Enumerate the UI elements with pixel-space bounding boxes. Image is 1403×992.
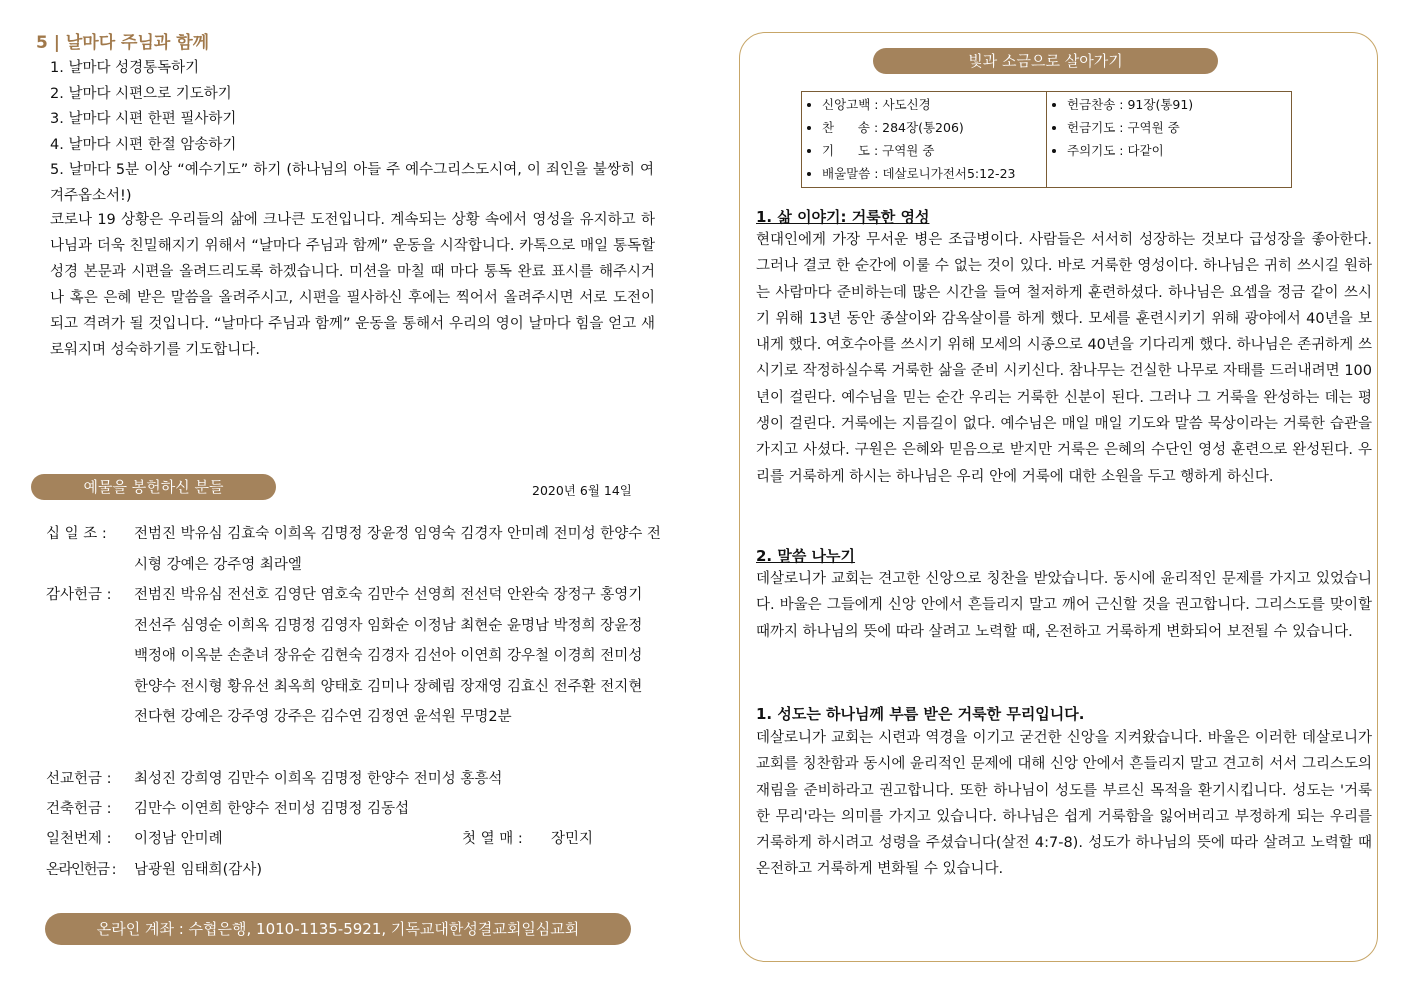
worship-info-right — [1047, 92, 1292, 188]
list-item: 5. 날마다 5분 이상 “예수기도” 하기 (하나님의 아들 주 예수그리스도시여, 이 죄인을 불쌍히 여겨주옵소서!) — [50, 162, 654, 204]
donor-label: 온라인헌금 : — [46, 862, 116, 878]
donor-names: 전범진 박유심 전선호 김영단 염호숙 김만수 선영희 전선덕 안완숙 장정구 홍영기 전선주 심영순 이희옥 김명정 김영자 임화순 이정남 최현순 윤명남 박정희 장윤정 백정애 이옥분 손춘녀 장유순 김현숙 김경자 김선아 이연희 강우철 이경희 전미성 한양수 전시형 황유선 최옥희 양태호 김미나 장혜림 장재영 김효신 전주환 전지현 전다현 강예은 강주영 강주은 김수연 김정연 윤석원 무명2분 — [134, 587, 643, 725]
list-item: • 헌금찬송 : 91장(통91) — [1067, 93, 1285, 116]
donor-names: 전범진 박유심 김효숙 이희옥 김명정 장윤정 임영숙 김경자 안미례 전미성 한양수 전시형 강예은 강주영 최라엘 — [134, 526, 661, 573]
section-heading-life-story: 1. 삶 이야기: 거룩한 영성 — [756, 208, 930, 226]
offering-date: 2020년 6월 14일 — [532, 483, 632, 498]
account-banner: 온라인 계좌 : 수협은행, 1010-1135-5921, 기독교대한성결교회일심교회 — [45, 913, 631, 945]
list-item: • 기 도 : 구역원 중 — [822, 139, 1040, 162]
holy-people-paragraph: 데살로니가 교회는 시련과 역경을 이기고 굳건한 신앙을 지켜왔습니다. 바울은 이러한 데살로니가 교회를 칭찬함과 동시에 윤리적인 문제에 대해 신앙 안에서 흔들리지 말고 견고히 서서 그리스도의 재림을 준비하라고 권고합니다. 또한 하나님이 성도를 부르신 목적을 환기시킵니다. 성도는 '거룩한 무리'라는 의미를 가지고 있습니다. 하나님은 쉽게 거룩함을 잃어버리고 부정하게 되는 우리를 거룩하게 하시려고 성령을 주셨습니다(살전 4:7-8). 성도가 하나님의 뜻에 따라 살려고 노력할 때 온전하고 거룩하게 변화될 수 있습니다. — [756, 730, 1372, 878]
list-item: 4. 날마다 시편 한절 암송하기 — [50, 136, 237, 153]
life-story-paragraph: 현대인에게 가장 무서운 병은 조급병이다. 사람들은 서서히 성장하는 것보다 급성장을 좋아한다. 그러나 결코 한 순간에 이룰 수 없는 것이 있다. 바로 거룩한 영성이다. 하나님은 귀히 쓰시길 원하는 사람마다 준비하는데 많은 시간을 들여 철저하게 훈련하셨다. 하나님은 요셉을 정금 같이 쓰시기 위해 13년 동안 종살이와 감옥살이를 하게 했다. 모세를 훈련시키기 위해 광야에서 40년을 보내게 했다. 여호수아를 쓰시기 위해 모세의 시종으로 40년을 기다리게 했다. 하나님은 존귀하게 쓰시기로 작정하실수록 거룩한 삶을 준비 시키신다. 참나무는 건실한 나무로 자태를 드러내려면 100년이 걸린다. 예수님을 믿는 순간 우리는 거룩한 신분이 된다. 그러나 그 거룩을 완성하는 데는 평생이 걸린다. 거룩에는 지름길이 없다. 예수님은 매일 매일 기도와 말씀 묵상이라는 거룩한 습관을 가지고 사셨다. 구원은 은혜와 믿음으로 받지만 거룩은 은혜의 수단인 영성 훈련으로 완성된다. 우리를 거룩하게 하시는 하나님은 우리 안에 거룩에 대한 소원을 두고 행하게 하신다. — [756, 232, 1372, 485]
right-header: 빛과 소금으로 살아가기 — [873, 48, 1218, 74]
donor-row-tithe — [46, 519, 666, 581]
donor-names: 이정남 안미례 — [134, 831, 223, 847]
donor-label: 건축헌금 : — [46, 801, 112, 817]
donor-label: 십 일 조 : — [46, 526, 107, 542]
list-item: • 헌금기도 : 구역원 중 — [1067, 116, 1285, 139]
word-sharing-paragraph: 데살로니가 교회는 견고한 신앙으로 칭찬을 받았습니다. 동시에 윤리적인 문제를 가지고 있었습니다. 바울은 그들에게 신앙 안에서 흔들리지 말고 깨어 근신할 것을 권고합니다. 그리스도를 맞이할 때까지 하나님의 뜻에 따라 살려고 노력할 때, 온전하고 거룩하게 변화되어 보전될 수 있습니다. — [756, 571, 1372, 640]
list-item: • 주의기도 : 다같이 — [1067, 139, 1285, 162]
worship-info-left — [802, 92, 1047, 188]
donor-names: 최성진 강희영 김만수 이희옥 김명정 한양수 전미성 홍흥석 — [134, 771, 503, 787]
donor-label-firstfruit: 첫 열 매 : — [462, 831, 523, 847]
donor-label: 선교헌금 : — [46, 771, 112, 787]
list-item: • 배울말씀 : 데살로니가전서5:12-23 — [822, 162, 1040, 185]
donor-row-thanks — [46, 580, 666, 764]
donor-names: 김만수 이연희 한양수 전미성 김명정 김동섭 — [134, 801, 410, 817]
list-item: 3. 날마다 시편 한편 필사하기 — [50, 111, 237, 127]
donor-names: 남광원 임태희(감사) — [134, 862, 262, 878]
section-heading-word-sharing: 2. 말씀 나누기 — [756, 547, 856, 565]
section-heading-holy-people: 1. 성도는 하나님께 부름 받은 거룩한 무리입니다. — [756, 705, 1085, 723]
list-item: • 찬 송 : 284장(통206) — [822, 116, 1040, 139]
section-title: 5 | 날마다 주님과 함께 — [36, 33, 210, 53]
list-item: • 신앙고백 : 사도신경 — [822, 93, 1040, 116]
intro-paragraph: 코로나 19 상황은 우리들의 삶에 크나큰 도전입니다. 계속되는 상황 속에서 영성을 유지하고 하나님과 더욱 친밀해지기 위해서 “날마다 주님과 함께” 운동을 시작합니다. 카톡으로 매일 통독할 성경 본문과 시편을 올려드리도록 하겠습니다. 미션을 마칠 때 마다 통독 완료 표시를 해주시거나 혹은 은혜 받은 말씀을 올려주시고, 시편을 필사하신 후에는 찍어서 올려주시면 서로 도전이 되고 격려가 될 것입니다. “날마다 주님과 함께” 운동을 통해서 우리의 영이 날마다 힘을 얻고 새로워지며 성숙하기를 기도합니다. — [50, 212, 655, 358]
list-item: 2. 날마다 시편으로 기도하기 — [50, 85, 232, 102]
donor-label: 감사헌금 : — [46, 587, 112, 603]
donor-label: 일천번제 : — [46, 831, 112, 847]
donor-names-firstfruit: 장민지 — [551, 831, 594, 847]
practice-list — [50, 56, 660, 209]
offering-header: 예물을 봉헌하신 분들 — [31, 474, 276, 500]
worship-info-table — [801, 91, 1292, 188]
list-item: 1. 날마다 성경통독하기 — [50, 60, 200, 76]
